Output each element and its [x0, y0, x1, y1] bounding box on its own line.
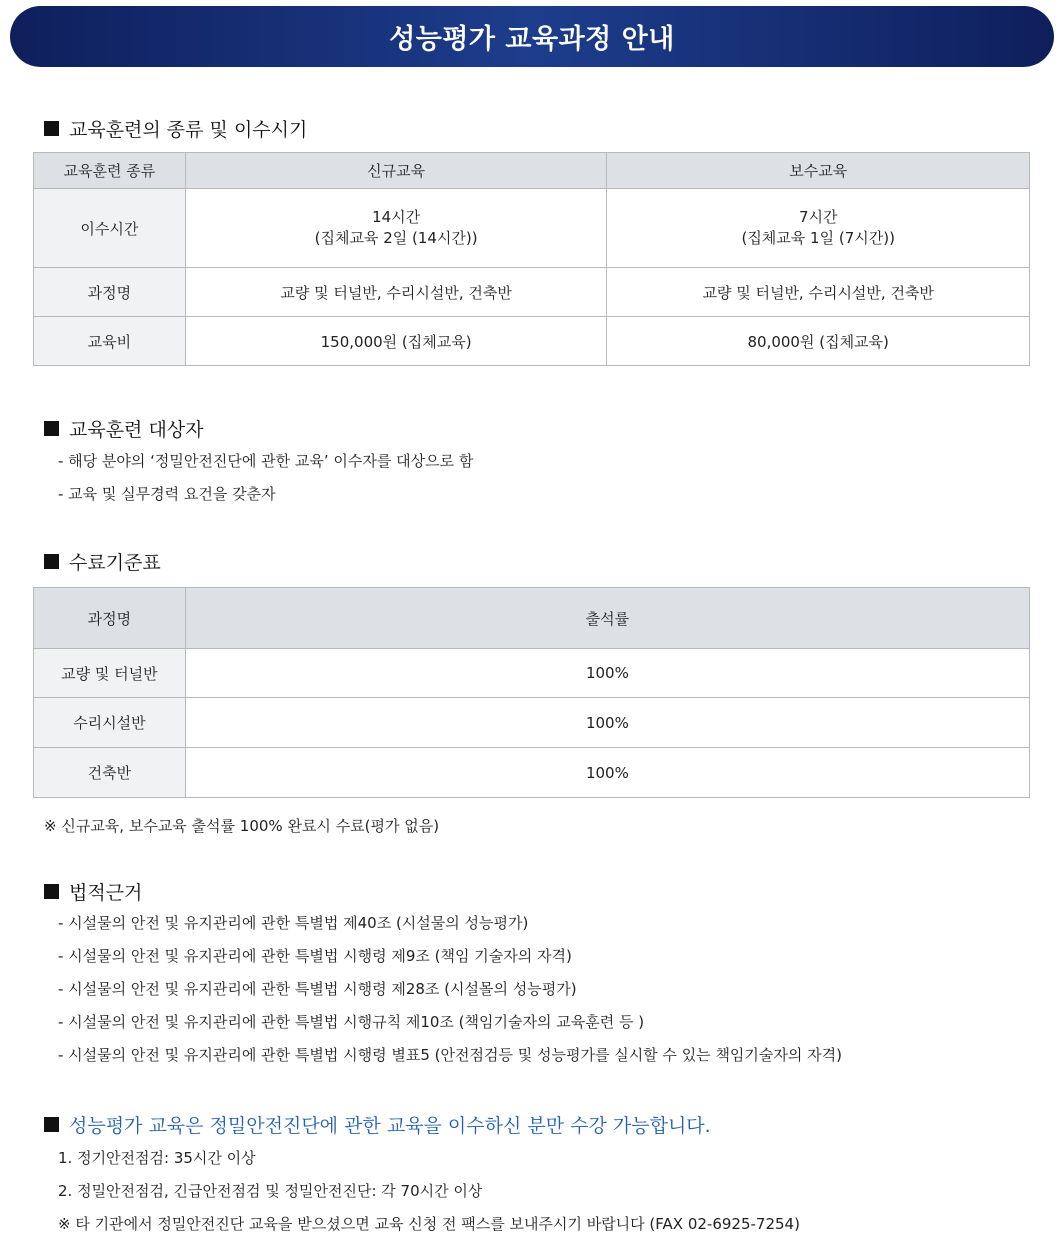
table-header-row: [34, 153, 1030, 189]
table-cell: 7시간 (집체교육 1일 (7시간)): [607, 189, 1030, 268]
table-header-cell: 출석률: [185, 588, 1029, 649]
list-item: ※ 타 기관에서 정밀안전진단 교육을 받으셨으면 교육 신청 전 팩스를 보내주시기 바랍니다 (FAX 02-6925-7254): [58, 1215, 800, 1233]
prerequisite-list: [58, 1148, 800, 1247]
list-item: - 시설물의 안전 및 유지관리에 관한 특별법 시행령 별표5 (안전점검등 및 성능평가를 실시할 수 있는 책임기술자의 자격): [58, 1046, 842, 1064]
table-cell: 100%: [185, 748, 1029, 798]
row-label: 건축반: [34, 748, 186, 798]
completion-note: ※ 신규교육, 보수교육 출석률 100% 완료시 수료(평가 없음): [44, 817, 440, 835]
list-item: - 시설물의 안전 및 유지관리에 관한 특별법 시행령 제9조 (책임 기술자의 자격): [58, 947, 572, 965]
table-row: [34, 317, 1030, 366]
square-bullet-icon: [44, 554, 59, 569]
table-header-cell: 보수교육: [607, 153, 1030, 189]
table-row: [34, 748, 1030, 798]
square-bullet-icon: [44, 884, 59, 899]
table-header-cell: 교육훈련 종류: [34, 153, 186, 189]
table-cell: 14시간 (집체교육 2일 (14시간)): [185, 189, 607, 268]
row-label: 과정명: [34, 268, 186, 317]
list-item: - 교육 및 실무경력 요건을 갖춘자: [58, 485, 276, 503]
table-cell: 80,000원 (집체교육): [607, 317, 1030, 366]
page-title: 성능평가 교육과정 안내: [389, 24, 675, 55]
list-item: - 해당 분야의 ‘정밀안전진단에 관한 교육’ 이수자를 대상으로 함: [58, 452, 474, 470]
section-heading-completion: 수료기준표: [44, 548, 161, 575]
training-types-table: [33, 152, 1030, 366]
banner: [10, 6, 1054, 67]
table-cell: 100%: [185, 649, 1029, 698]
section-heading-training-types: 교육훈련의 종류 및 이수시기: [44, 115, 307, 142]
table-header-row: [34, 588, 1030, 649]
table-row: [34, 698, 1030, 748]
table-cell: 교량 및 터널반, 수리시설반, 건축반: [607, 268, 1030, 317]
table-cell: 교량 및 터널반, 수리시설반, 건축반: [185, 268, 607, 317]
row-label: 이수시간: [34, 189, 186, 268]
section-heading-prerequisite: 성능평가 교육은 정밀안전진단에 관한 교육을 이수하신 분만 수강 가능합니다.: [44, 1111, 711, 1138]
row-label: 교량 및 터널반: [34, 649, 186, 698]
list-item: - 시설물의 안전 및 유지관리에 관한 특별법 시행령 제28조 (시설몰의 성능평가): [58, 980, 577, 998]
row-label: 교육비: [34, 317, 186, 366]
list-item: - 시설물의 안전 및 유지관리에 관한 특별법 시행규칙 제10조 (책임기술자의 교육훈련 등 ): [58, 1013, 645, 1031]
completion-table: [33, 587, 1030, 798]
legal-basis-list: [58, 913, 842, 1078]
table-cell: 100%: [185, 698, 1029, 748]
section-heading-target: 교육훈련 대상자: [44, 415, 204, 442]
table-row: [34, 649, 1030, 698]
table-row: [34, 268, 1030, 317]
target-list: [58, 451, 473, 517]
table-header-cell: 과정명: [34, 588, 186, 649]
list-item: 2. 정밀안전점검, 긴급안전점검 및 정밀안전진단: 각 70시간 이상: [58, 1182, 483, 1200]
row-label: 수리시설반: [34, 698, 186, 748]
square-bullet-icon: [44, 1117, 59, 1132]
square-bullet-icon: [44, 121, 59, 136]
table-row: [34, 189, 1030, 268]
list-item: - 시설물의 안전 및 유지관리에 관한 특별법 제40조 (시설물의 성능평가): [58, 914, 529, 932]
table-cell: 150,000원 (집체교육): [185, 317, 607, 366]
list-item: 1. 정기안전점검: 35시간 이상: [58, 1149, 256, 1167]
table-header-cell: 신규교육: [185, 153, 607, 189]
square-bullet-icon: [44, 421, 59, 436]
section-heading-legal-basis: 법적근거: [44, 878, 142, 905]
